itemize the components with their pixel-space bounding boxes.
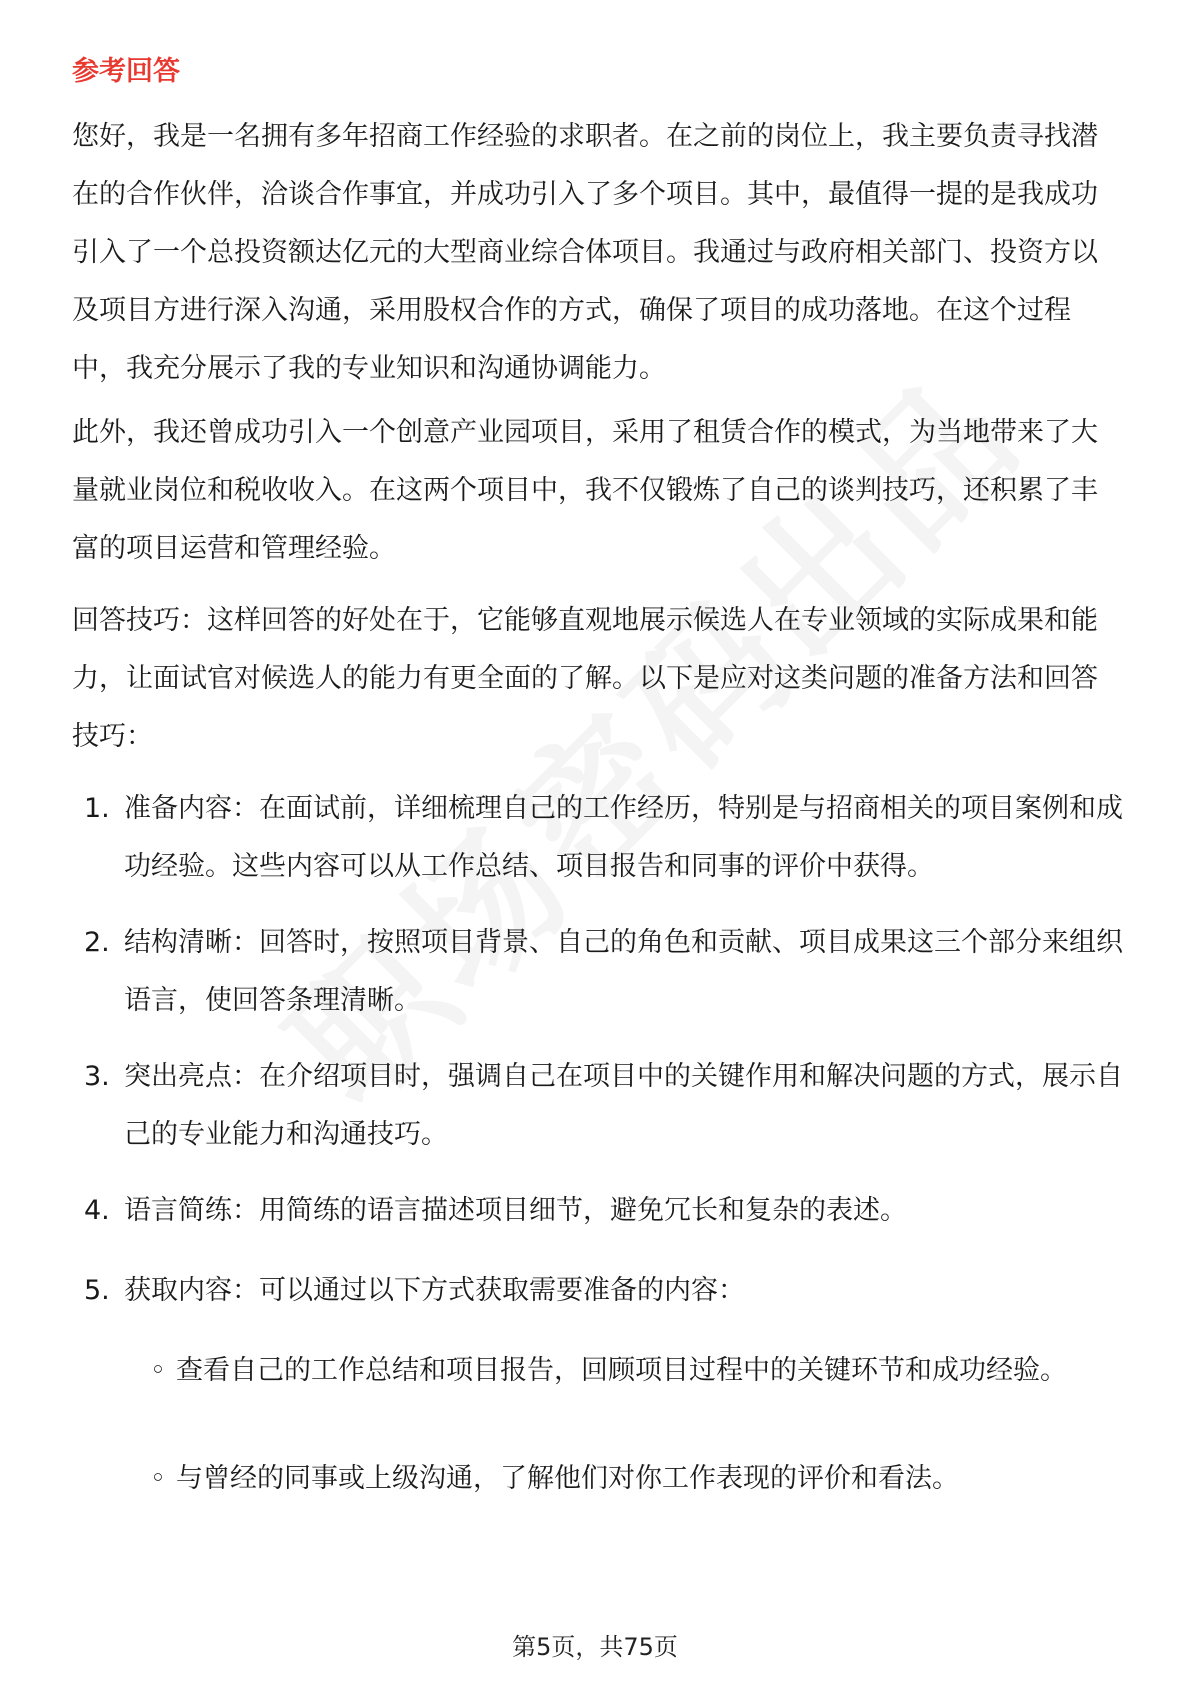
section-title: 参考回答 bbox=[72, 56, 180, 87]
paragraph-additional: 此外，我还曾成功引入一个创意产业园项目，采用了租赁合作的模式，为当地带来了大量就业岗位和税收收入。在这两个项目中，我不仅锻炼了自己的谈判技巧，还积累了丰富的项目运营和管理经验。 bbox=[72, 417, 1098, 564]
list-text: 语言简练：用简练的语言描述项目细节，避免冗长和复杂的表述。 bbox=[124, 1195, 907, 1226]
list-number: 4. bbox=[84, 1195, 110, 1226]
list-number: 5. bbox=[84, 1275, 110, 1306]
list-number: 2. bbox=[84, 927, 110, 958]
sub-list-text: 与曾经的同事或上级沟通，了解他们对你工作表现的评价和看法。 bbox=[176, 1463, 959, 1494]
paragraph-intro: 您好，我是一名拥有多年招商工作经验的求职者。在之前的岗位上，我主要负责寻找潜在的合作伙伴，洽谈合作事宜，并成功引入了多个项目。其中，最值得一提的是我成功引入了一个总投资额达亿元的大型商业综合体项目。我通过与政府相关部门、投资方以及项目方进行深入沟通，采用股权合作的方式，确保了项目的成功落地。在这个过程中，我充分展示了我的专业知识和沟通协调能力。 bbox=[72, 121, 1098, 384]
list-text: 突出亮点：在介绍项目时，强调自己在项目中的关键作用和解决问题的方式，展示自己的专业能力和沟通技巧。 bbox=[124, 1061, 1123, 1150]
list-number: 3. bbox=[84, 1061, 110, 1092]
list-number: 1. bbox=[84, 793, 110, 824]
list-text: 结构清晰：回答时，按照项目背景、自己的角色和贡献、项目成果这三个部分来组织语言，使回答条理清晰。 bbox=[124, 927, 1123, 1016]
page-footer: 第5页，共75页 bbox=[512, 1633, 678, 1661]
bullet-icon: ◦ bbox=[150, 1355, 166, 1386]
bullet-icon: ◦ bbox=[150, 1463, 166, 1494]
sub-list-text: 查看自己的工作总结和项目报告，回顾项目过程中的关键环节和成功经验。 bbox=[176, 1355, 1067, 1386]
list-text: 获取内容：可以通过以下方式获取需要准备的内容： bbox=[124, 1275, 745, 1306]
paragraph-tips: 回答技巧：这样回答的好处在于，它能够直观地展示候选人在专业领域的实际成果和能力，让面试官对候选人的能力有更全面的了解。以下是应对这类问题的准备方法和回答技巧： bbox=[72, 605, 1098, 752]
list-text: 准备内容：在面试前，详细梳理自己的工作经历，特别是与招商相关的项目案例和成功经验。这些内容可以从工作总结、项目报告和同事的评价中获得。 bbox=[124, 793, 1123, 882]
